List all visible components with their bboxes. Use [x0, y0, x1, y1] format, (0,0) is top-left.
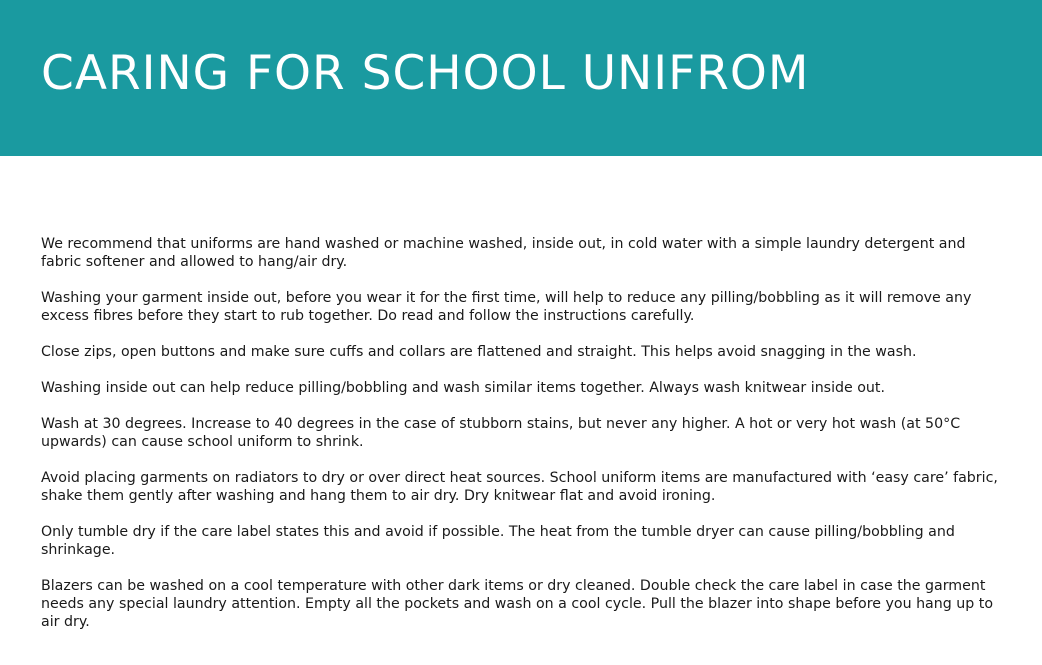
care-instructions — [41, 235, 1006, 649]
paragraph-blazers: Blazers can be washed on a cool temperature with other dark items or dry cleaned. Double check the care label in case the garment needs any special laundry attention. Empty all the pockets and wash on a cool cycle. Pull the blazer into shape before you hang up to air dry. — [41, 578, 994, 630]
paragraph-drying: Avoid placing garments on radiators to dry or over direct heat sources. School uniform items are manufactured with ‘easy care’ fabric, shake them gently after washing and hang them to air dry. Dry knitwear flat and avoid ironing. — [41, 470, 998, 504]
page-title: CARING FOR SCHOOL UNIFROM — [41, 46, 810, 101]
paragraph-temperature: Wash at 30 degrees. Increase to 40 degrees in the case of stubborn stains, but never any higher. A hot or very hot wash (at 50°C upwards) can cause school uniform to shrink. — [41, 416, 961, 450]
paragraph-preparation: Close zips, open buttons and make sure cuffs and collars are flattened and straight. This helps avoid snagging in the wash. — [41, 344, 917, 360]
paragraph-wash-method: We recommend that uniforms are hand washed or machine washed, inside out, in cold water with a simple laundry detergent and fabric softener and allowed to hang/air dry. — [41, 236, 966, 270]
paragraph-tumble-dry: Only tumble dry if the care label states this and avoid if possible. The heat from the tumble dryer can cause pilling/bobbling and shrinkage. — [41, 524, 955, 558]
paragraph-inside-out: Washing inside out can help reduce pilling/bobbling and wash similar items together. Always wash knitwear inside out. — [41, 380, 886, 396]
header-band — [0, 0, 1042, 156]
paragraph-first-wash: Washing your garment inside out, before you wear it for the first time, will help to reduce any pilling/bobbling as it will remove any excess fibres before they start to rub together. Do read and follow the instructions carefully. — [41, 290, 972, 324]
